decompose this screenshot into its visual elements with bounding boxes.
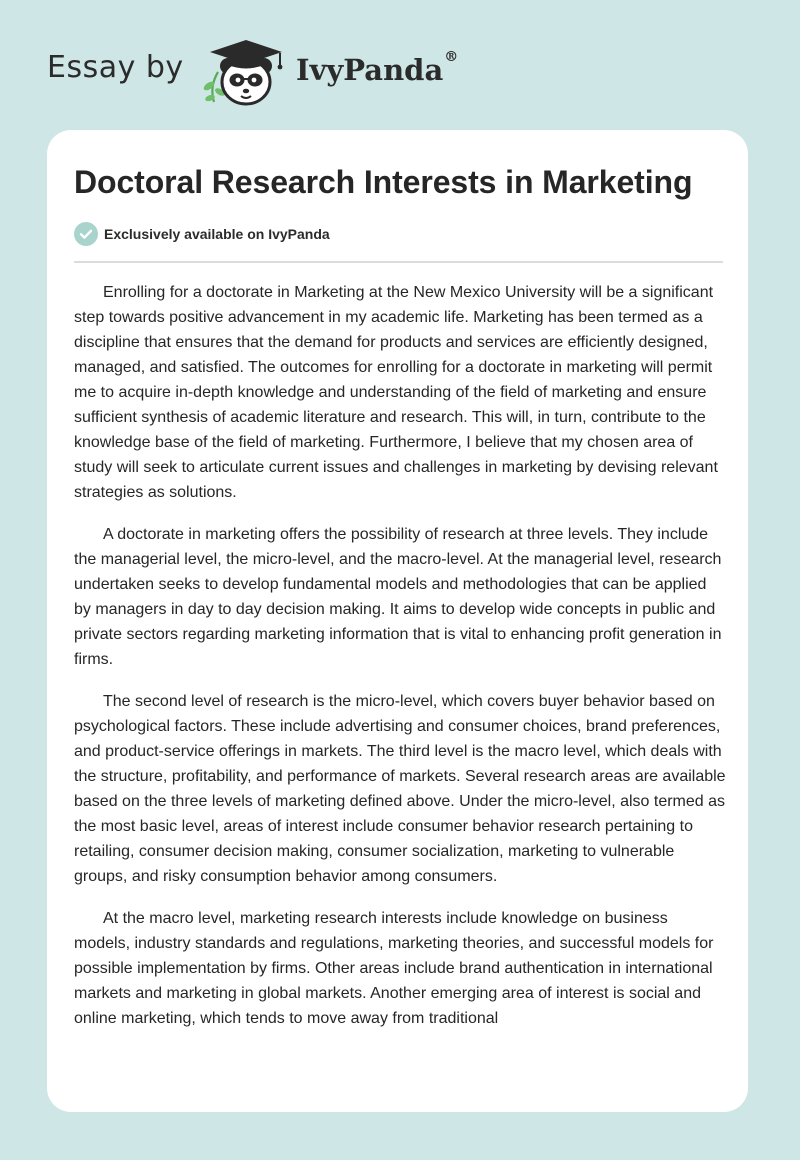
panda-graduation-cap-icon <box>200 36 292 110</box>
essay-paragraph-2: A doctorate in marketing offers the possibility of research at three levels. They include the managerial level, the micro-level, and the macro-level. At the managerial level, research undertaken seeks to develop fundamental models and methodologies that can be applied by managers in day to day decision making. It aims to develop wide concepts in public and private sectors regarding marketing information that is vital to enhancing profit generation in firms. <box>74 526 722 668</box>
essay-body <box>74 280 726 1048</box>
brand-name[interactable] <box>296 49 459 87</box>
divider <box>74 261 723 263</box>
site-header <box>0 0 800 130</box>
essay-card <box>47 130 748 1112</box>
brand-label: IvyPanda <box>296 53 444 87</box>
essay-paragraph-4: At the macro level, marketing research interests include knowledge on business models, industry standards and regulations, marketing theories, and successful models for possible implementation by firms. Other areas include brand authentication in international markets and marketing in global markets. Another emerging area of interest is social and online marketing, which tends to move away from traditional <box>74 910 714 1027</box>
registered-mark: ® <box>444 49 459 65</box>
check-circle-icon <box>74 222 98 246</box>
essay-paragraph-1: Enrolling for a doctorate in Marketing at the New Mexico University will be a significant step towards positive advancement in my academic life. Marketing has been termed as a discipline that ensures that the demand for products and services are efficiently designed, managed, and satisfied. The outcomes for enrolling for a doctorate in marketing will permit me to acquire in-depth knowledge and understanding of the field of marketing and ensure sufficient synthesis of academic literature and research. This will, in turn, contribute to the knowledge base of the field of marketing. Furthermore, I believe that my chosen area of study will seek to articulate current issues and challenges in marketing by devising relevant strategies as solutions. <box>74 284 718 501</box>
page-title: Doctoral Research Interests in Marketing <box>74 164 693 200</box>
exclusive-badge-label: Exclusively available on IvyPanda <box>104 226 330 242</box>
essay-paragraph-3: The second level of research is the micro-level, which covers buyer behavior based on psychological factors. These include advertising and consumer choices, brand preferences, and product-service offerings in markets. The third level is the macro level, which deals with the structure, profitability, and performance of markets. Several research areas are available based on the three levels of marketing defined above. Under the micro-level, also termed as the most basic level, areas of interest include consumer behavior research pertaining to retailing, consumer decision making, consumer socialization, marketing to vulnerable groups, and risky consumption behavior among consumers. <box>74 693 726 885</box>
essay-by-label: Essay by <box>47 50 184 85</box>
